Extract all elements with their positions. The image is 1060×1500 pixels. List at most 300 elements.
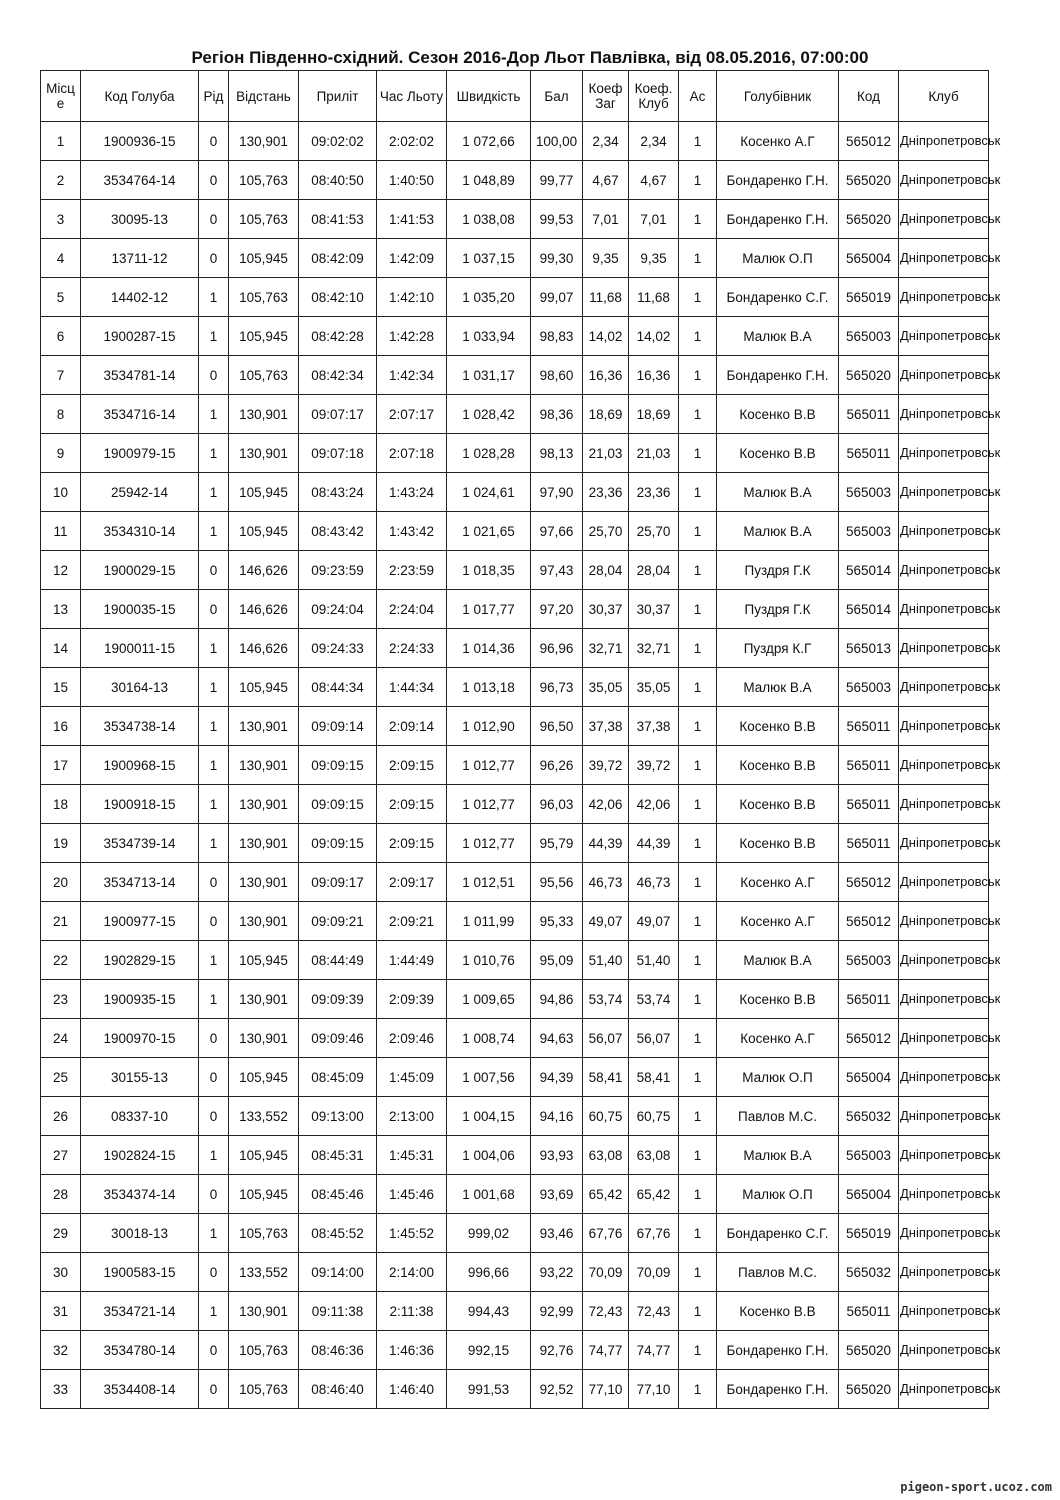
table-row	[41, 1019, 989, 1058]
ace-cell: 1	[679, 1058, 717, 1097]
speed-cell: 991,53	[447, 1370, 531, 1409]
flight-time-cell: 1:46:40	[377, 1370, 447, 1409]
fancier-code-cell: 565020	[839, 356, 899, 395]
flight-time-cell: 2:13:00	[377, 1097, 447, 1136]
sex-cell: 1	[199, 629, 229, 668]
speed-cell: 1 012,90	[447, 707, 531, 746]
column-header: Час Льоту	[377, 71, 447, 122]
club-cell: Дніпропетровськ	[899, 1058, 989, 1097]
place-cell: 8	[41, 395, 81, 434]
arrival-cell: 09:09:15	[299, 785, 377, 824]
speed-cell: 1 028,42	[447, 395, 531, 434]
points-cell: 96,03	[531, 785, 583, 824]
fancier-code-cell: 565019	[839, 278, 899, 317]
coef-club-cell: 63,08	[629, 1136, 679, 1175]
place-cell: 13	[41, 590, 81, 629]
arrival-cell: 08:40:50	[299, 161, 377, 200]
fancier-cell: Косенко В.В	[717, 1292, 839, 1331]
fancier-cell: Пуздря Г.К	[717, 590, 839, 629]
arrival-cell: 08:43:42	[299, 512, 377, 551]
fancier-code-cell: 565020	[839, 1370, 899, 1409]
table-row	[41, 161, 989, 200]
coef-total-cell: 70,09	[583, 1253, 629, 1292]
place-cell: 1	[41, 122, 81, 161]
fancier-cell: Малюк В.А	[717, 317, 839, 356]
place-cell: 20	[41, 863, 81, 902]
table-row	[41, 356, 989, 395]
coef-club-cell: 74,77	[629, 1331, 679, 1370]
fancier-code-cell: 565011	[839, 980, 899, 1019]
speed-cell: 994,43	[447, 1292, 531, 1331]
fancier-code-cell: 565011	[839, 395, 899, 434]
column-header: Бал	[531, 71, 583, 122]
fancier-cell: Косенко А.Г	[717, 122, 839, 161]
speed-cell: 1 037,15	[447, 239, 531, 278]
arrival-cell: 09:09:15	[299, 746, 377, 785]
club-cell: Дніпропетровськ	[899, 941, 989, 980]
pigeon-code-cell: 3534764-14	[81, 161, 199, 200]
place-cell: 22	[41, 941, 81, 980]
table-row	[41, 590, 989, 629]
ace-cell: 1	[679, 551, 717, 590]
fancier-cell: Малюк О.П	[717, 1058, 839, 1097]
speed-cell: 1 012,77	[447, 824, 531, 863]
fancier-code-cell: 565011	[839, 434, 899, 473]
sex-cell: 0	[199, 239, 229, 278]
speed-cell: 1 014,36	[447, 629, 531, 668]
pigeon-code-cell: 3534781-14	[81, 356, 199, 395]
speed-cell: 1 009,65	[447, 980, 531, 1019]
arrival-cell: 09:09:14	[299, 707, 377, 746]
pigeon-code-cell: 1900918-15	[81, 785, 199, 824]
speed-cell: 1 010,76	[447, 941, 531, 980]
ace-cell: 1	[679, 785, 717, 824]
table-row	[41, 434, 989, 473]
speed-cell: 1 017,77	[447, 590, 531, 629]
flight-time-cell: 2:07:18	[377, 434, 447, 473]
distance-cell: 105,945	[229, 668, 299, 707]
table-row	[41, 746, 989, 785]
distance-cell: 130,901	[229, 902, 299, 941]
ace-cell: 1	[679, 1292, 717, 1331]
flight-time-cell: 1:44:34	[377, 668, 447, 707]
club-cell: Дніпропетровськ	[899, 1370, 989, 1409]
coef-total-cell: 25,70	[583, 512, 629, 551]
place-cell: 17	[41, 746, 81, 785]
sex-cell: 1	[199, 473, 229, 512]
points-cell: 98,36	[531, 395, 583, 434]
fancier-code-cell: 565011	[839, 707, 899, 746]
distance-cell: 105,945	[229, 512, 299, 551]
ace-cell: 1	[679, 1370, 717, 1409]
table-row	[41, 1292, 989, 1331]
speed-cell: 1 028,28	[447, 434, 531, 473]
ace-cell: 1	[679, 278, 717, 317]
speed-cell: 1 012,51	[447, 863, 531, 902]
coef-club-cell: 14,02	[629, 317, 679, 356]
coef-club-cell: 44,39	[629, 824, 679, 863]
coef-club-cell: 37,38	[629, 707, 679, 746]
points-cell: 93,69	[531, 1175, 583, 1214]
place-cell: 30	[41, 1253, 81, 1292]
distance-cell: 105,945	[229, 1175, 299, 1214]
sex-cell: 1	[199, 941, 229, 980]
fancier-code-cell: 565003	[839, 1136, 899, 1175]
ace-cell: 1	[679, 1175, 717, 1214]
fancier-code-cell: 565011	[839, 824, 899, 863]
coef-club-cell: 67,76	[629, 1214, 679, 1253]
table-row	[41, 395, 989, 434]
distance-cell: 130,901	[229, 707, 299, 746]
coef-club-cell: 23,36	[629, 473, 679, 512]
points-cell: 97,90	[531, 473, 583, 512]
pigeon-code-cell: 30164-13	[81, 668, 199, 707]
speed-cell: 999,02	[447, 1214, 531, 1253]
club-cell: Дніпропетровськ	[899, 473, 989, 512]
fancier-cell: Косенко В.В	[717, 824, 839, 863]
points-cell: 96,26	[531, 746, 583, 785]
ace-cell: 1	[679, 902, 717, 941]
points-cell: 95,09	[531, 941, 583, 980]
coef-total-cell: 56,07	[583, 1019, 629, 1058]
club-cell: Дніпропетровськ	[899, 551, 989, 590]
fancier-cell: Бондаренко С.Г.	[717, 1214, 839, 1253]
coef-club-cell: 77,10	[629, 1370, 679, 1409]
arrival-cell: 09:14:00	[299, 1253, 377, 1292]
club-cell: Дніпропетровськ	[899, 200, 989, 239]
pigeon-code-cell: 1900936-15	[81, 122, 199, 161]
table-row	[41, 629, 989, 668]
arrival-cell: 08:45:09	[299, 1058, 377, 1097]
coef-total-cell: 65,42	[583, 1175, 629, 1214]
place-cell: 27	[41, 1136, 81, 1175]
club-cell: Дніпропетровськ	[899, 863, 989, 902]
distance-cell: 130,901	[229, 824, 299, 863]
club-cell: Дніпропетровськ	[899, 278, 989, 317]
place-cell: 9	[41, 434, 81, 473]
coef-club-cell: 9,35	[629, 239, 679, 278]
ace-cell: 1	[679, 746, 717, 785]
sex-cell: 1	[199, 434, 229, 473]
coef-total-cell: 51,40	[583, 941, 629, 980]
flight-time-cell: 2:09:14	[377, 707, 447, 746]
pigeon-code-cell: 3534738-14	[81, 707, 199, 746]
coef-total-cell: 16,36	[583, 356, 629, 395]
flight-time-cell: 2:07:17	[377, 395, 447, 434]
coef-club-cell: 4,67	[629, 161, 679, 200]
results-table	[40, 70, 1001, 1409]
coef-total-cell: 44,39	[583, 824, 629, 863]
club-cell: Дніпропетровськ	[899, 1097, 989, 1136]
arrival-cell: 09:23:59	[299, 551, 377, 590]
coef-club-cell: 25,70	[629, 512, 679, 551]
pigeon-code-cell: 14402-12	[81, 278, 199, 317]
arrival-cell: 09:09:15	[299, 824, 377, 863]
coef-total-cell: 14,02	[583, 317, 629, 356]
coef-total-cell: 7,01	[583, 200, 629, 239]
fancier-cell: Косенко В.В	[717, 395, 839, 434]
sex-cell: 1	[199, 1214, 229, 1253]
coef-club-cell: 16,36	[629, 356, 679, 395]
table-row	[41, 902, 989, 941]
arrival-cell: 09:07:17	[299, 395, 377, 434]
fancier-code-cell: 565032	[839, 1097, 899, 1136]
points-cell: 96,96	[531, 629, 583, 668]
table-row	[41, 473, 989, 512]
flight-time-cell: 1:42:09	[377, 239, 447, 278]
coef-total-cell: 67,76	[583, 1214, 629, 1253]
place-cell: 18	[41, 785, 81, 824]
points-cell: 93,93	[531, 1136, 583, 1175]
fancier-code-cell: 565011	[839, 785, 899, 824]
fancier-cell: Бондаренко Г.Н.	[717, 1331, 839, 1370]
coef-total-cell: 18,69	[583, 395, 629, 434]
points-cell: 94,86	[531, 980, 583, 1019]
fancier-code-cell: 565004	[839, 1175, 899, 1214]
fancier-cell: Бондаренко Г.Н.	[717, 1370, 839, 1409]
club-cell: Дніпропетровськ	[899, 434, 989, 473]
sex-cell: 0	[199, 1175, 229, 1214]
points-cell: 95,56	[531, 863, 583, 902]
flight-time-cell: 1:45:52	[377, 1214, 447, 1253]
pigeon-code-cell: 1900977-15	[81, 902, 199, 941]
table-row	[41, 1175, 989, 1214]
club-cell: Дніпропетровськ	[899, 317, 989, 356]
place-cell: 11	[41, 512, 81, 551]
fancier-code-cell: 565003	[839, 512, 899, 551]
pigeon-code-cell: 1900583-15	[81, 1253, 199, 1292]
coef-total-cell: 49,07	[583, 902, 629, 941]
column-header: Код	[839, 71, 899, 122]
pigeon-code-cell: 30155-13	[81, 1058, 199, 1097]
place-cell: 14	[41, 629, 81, 668]
distance-cell: 130,901	[229, 395, 299, 434]
ace-cell: 1	[679, 473, 717, 512]
flight-time-cell: 1:45:46	[377, 1175, 447, 1214]
fancier-code-cell: 565004	[839, 239, 899, 278]
fancier-code-cell: 565014	[839, 590, 899, 629]
place-cell: 19	[41, 824, 81, 863]
arrival-cell: 08:45:52	[299, 1214, 377, 1253]
coef-total-cell: 77,10	[583, 1370, 629, 1409]
arrival-cell: 08:46:36	[299, 1331, 377, 1370]
column-header: Рід	[199, 71, 229, 122]
table-row	[41, 824, 989, 863]
speed-cell: 992,15	[447, 1331, 531, 1370]
table-row	[41, 1097, 989, 1136]
table-row	[41, 980, 989, 1019]
club-cell: Дніпропетровськ	[899, 356, 989, 395]
arrival-cell: 09:09:17	[299, 863, 377, 902]
arrival-cell: 08:44:49	[299, 941, 377, 980]
arrival-cell: 08:41:53	[299, 200, 377, 239]
arrival-cell: 08:42:28	[299, 317, 377, 356]
coef-total-cell: 23,36	[583, 473, 629, 512]
points-cell: 96,50	[531, 707, 583, 746]
speed-cell: 1 021,65	[447, 512, 531, 551]
coef-total-cell: 74,77	[583, 1331, 629, 1370]
distance-cell: 105,763	[229, 1331, 299, 1370]
club-cell: Дніпропетровськ	[899, 785, 989, 824]
coef-club-cell: 35,05	[629, 668, 679, 707]
column-header: Ас	[679, 71, 717, 122]
sex-cell: 0	[199, 863, 229, 902]
speed-cell: 996,66	[447, 1253, 531, 1292]
column-header: Відстань	[229, 71, 299, 122]
fancier-code-cell: 565020	[839, 200, 899, 239]
distance-cell: 130,901	[229, 863, 299, 902]
fancier-cell: Косенко В.В	[717, 707, 839, 746]
coef-total-cell: 46,73	[583, 863, 629, 902]
table-row	[41, 1370, 989, 1409]
ace-cell: 1	[679, 1136, 717, 1175]
points-cell: 92,99	[531, 1292, 583, 1331]
fancier-cell: Бондаренко Г.Н.	[717, 161, 839, 200]
fancier-code-cell: 565012	[839, 1019, 899, 1058]
flight-time-cell: 2:09:17	[377, 863, 447, 902]
speed-cell: 1 035,20	[447, 278, 531, 317]
pigeon-code-cell: 30095-13	[81, 200, 199, 239]
ace-cell: 1	[679, 1019, 717, 1058]
table-row	[41, 1136, 989, 1175]
pigeon-code-cell: 1900935-15	[81, 980, 199, 1019]
arrival-cell: 08:42:34	[299, 356, 377, 395]
arrival-cell: 08:45:46	[299, 1175, 377, 1214]
place-cell: 12	[41, 551, 81, 590]
ace-cell: 1	[679, 434, 717, 473]
points-cell: 98,13	[531, 434, 583, 473]
ace-cell: 1	[679, 122, 717, 161]
sex-cell: 0	[199, 161, 229, 200]
flight-time-cell: 2:14:00	[377, 1253, 447, 1292]
fancier-cell: Бондаренко Г.Н.	[717, 200, 839, 239]
sex-cell: 0	[199, 1253, 229, 1292]
points-cell: 99,53	[531, 200, 583, 239]
arrival-cell: 08:44:34	[299, 668, 377, 707]
sex-cell: 1	[199, 395, 229, 434]
table-header-row	[41, 71, 989, 122]
pigeon-code-cell: 30018-13	[81, 1214, 199, 1253]
flight-time-cell: 1:43:42	[377, 512, 447, 551]
fancier-cell: Бондаренко С.Г.	[717, 278, 839, 317]
club-cell: Дніпропетровськ	[899, 1175, 989, 1214]
place-cell: 21	[41, 902, 81, 941]
coef-total-cell: 35,05	[583, 668, 629, 707]
arrival-cell: 09:07:18	[299, 434, 377, 473]
ace-cell: 1	[679, 161, 717, 200]
arrival-cell: 08:43:24	[299, 473, 377, 512]
flight-time-cell: 1:43:24	[377, 473, 447, 512]
club-cell: Дніпропетровськ	[899, 746, 989, 785]
sex-cell: 0	[199, 902, 229, 941]
club-cell: Дніпропетровськ	[899, 1019, 989, 1058]
pigeon-code-cell: 3534739-14	[81, 824, 199, 863]
table-body	[41, 122, 1001, 1409]
club-cell: Дніпропетровськ	[899, 902, 989, 941]
club-cell: Дніпропетровськ	[899, 707, 989, 746]
ace-cell: 1	[679, 629, 717, 668]
coef-club-cell: 46,73	[629, 863, 679, 902]
ace-cell: 1	[679, 317, 717, 356]
sex-cell: 1	[199, 668, 229, 707]
speed-cell: 1 013,18	[447, 668, 531, 707]
speed-cell: 1 031,17	[447, 356, 531, 395]
club-cell: Дніпропетровськ	[899, 590, 989, 629]
column-header: Місц е	[41, 71, 81, 122]
place-cell: 28	[41, 1175, 81, 1214]
site-watermark: pigeon-sport.ucoz.com	[900, 1480, 1052, 1494]
sex-cell: 0	[199, 1370, 229, 1409]
arrival-cell: 08:46:40	[299, 1370, 377, 1409]
table-row	[41, 1253, 989, 1292]
distance-cell: 146,626	[229, 590, 299, 629]
arrival-cell: 09:11:38	[299, 1292, 377, 1331]
speed-cell: 1 004,06	[447, 1136, 531, 1175]
pigeon-code-cell: 25942-14	[81, 473, 199, 512]
place-cell: 3	[41, 200, 81, 239]
pigeon-code-cell: 1900029-15	[81, 551, 199, 590]
distance-cell: 133,552	[229, 1097, 299, 1136]
speed-cell: 1 008,74	[447, 1019, 531, 1058]
column-header: Коеф Заг	[583, 71, 629, 122]
table-row	[41, 278, 989, 317]
club-cell: Дніпропетровськ	[899, 668, 989, 707]
coef-club-cell: 30,37	[629, 590, 679, 629]
pigeon-code-cell: 3534310-14	[81, 512, 199, 551]
ace-cell: 1	[679, 707, 717, 746]
points-cell: 99,07	[531, 278, 583, 317]
table-row	[41, 551, 989, 590]
sex-cell: 0	[199, 551, 229, 590]
table-row	[41, 512, 989, 551]
coef-club-cell: 60,75	[629, 1097, 679, 1136]
sex-cell: 1	[199, 512, 229, 551]
coef-total-cell: 58,41	[583, 1058, 629, 1097]
flight-time-cell: 1:42:34	[377, 356, 447, 395]
sex-cell: 0	[199, 122, 229, 161]
table-row	[41, 668, 989, 707]
fancier-code-cell: 565014	[839, 551, 899, 590]
fancier-code-cell: 565032	[839, 1253, 899, 1292]
arrival-cell: 09:02:02	[299, 122, 377, 161]
distance-cell: 130,901	[229, 122, 299, 161]
place-cell: 16	[41, 707, 81, 746]
arrival-cell: 08:42:09	[299, 239, 377, 278]
flight-time-cell: 2:23:59	[377, 551, 447, 590]
coef-total-cell: 11,68	[583, 278, 629, 317]
coef-club-cell: 39,72	[629, 746, 679, 785]
speed-cell: 1 024,61	[447, 473, 531, 512]
table-row	[41, 863, 989, 902]
distance-cell: 105,945	[229, 1136, 299, 1175]
flight-time-cell: 2:09:46	[377, 1019, 447, 1058]
speed-cell: 1 007,56	[447, 1058, 531, 1097]
flight-time-cell: 1:42:28	[377, 317, 447, 356]
fancier-code-cell: 565012	[839, 863, 899, 902]
distance-cell: 105,945	[229, 941, 299, 980]
fancier-cell: Косенко В.В	[717, 434, 839, 473]
speed-cell: 1 038,08	[447, 200, 531, 239]
distance-cell: 130,901	[229, 1019, 299, 1058]
flight-time-cell: 2:24:04	[377, 590, 447, 629]
flight-time-cell: 2:09:21	[377, 902, 447, 941]
fancier-code-cell: 565003	[839, 941, 899, 980]
place-cell: 29	[41, 1214, 81, 1253]
ace-cell: 1	[679, 590, 717, 629]
ace-cell: 1	[679, 1214, 717, 1253]
coef-club-cell: 11,68	[629, 278, 679, 317]
coef-club-cell: 2,34	[629, 122, 679, 161]
